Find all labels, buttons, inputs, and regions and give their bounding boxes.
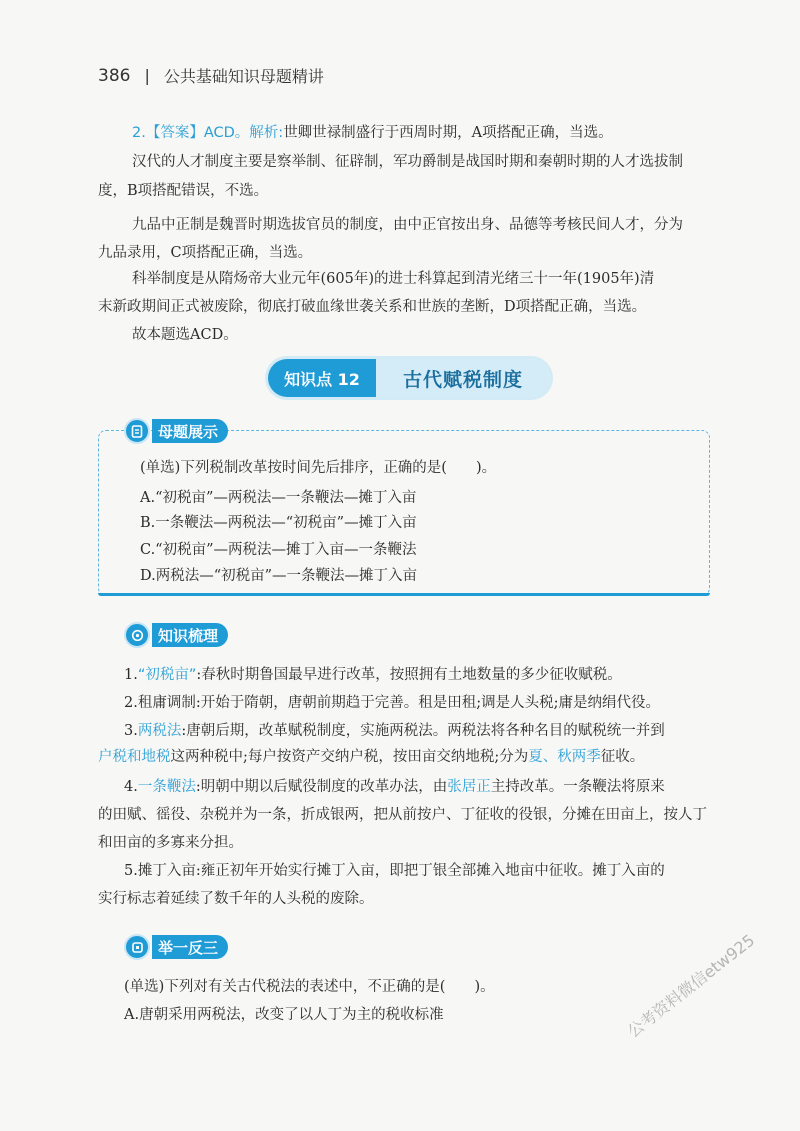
answer-para-4: 科举制度是从隋炀帝大业元年(605年)的进士科算起到清光绪三十一年(1905年)清 [132, 271, 655, 287]
knowledge-item-5: 5.摊丁入亩:雍正初年开始实行摊丁入亩，即把丁银全部摊入地亩中征收。摊丁入亩的 [124, 863, 665, 879]
topic-title: 古代赋税制度 [376, 359, 550, 397]
section-heading-question [124, 418, 228, 444]
knowledge-item-4-cont2: 和田亩的多寡来分担。 [98, 835, 243, 851]
knowledge-item-5-cont: 实行标志着延续了数千年的人头税的废除。 [98, 891, 374, 907]
knowledge-item-3-cont: 户税和地税这两种税中;每户按资产交纳户税，按田亩交纳地税;分为夏、秋两季征收。 [98, 749, 645, 765]
topic-banner [268, 359, 550, 397]
answer-para-2: 汉代的人才制度主要是察举制、征辟制，军功爵制是战国时期和秦朝时期的人才选拔制 [132, 154, 683, 170]
option-b: B.一条鞭法—两税法—“初税亩”—摊丁入亩 [140, 515, 417, 531]
answer-line-1: 2.【答案】ACD。解析:世卿世禄制盛行于西周时期，A项搭配正确，当选。 [132, 125, 613, 141]
book-icon [124, 622, 150, 648]
option-a: A.“初税亩”—两税法—一条鞭法—摊丁入亩 [140, 490, 417, 506]
watermark: 公考资料微信etw925 [623, 930, 759, 1042]
document-icon [124, 418, 150, 444]
book-title: 公共基础知识母题精讲 [163, 67, 324, 86]
practice-stem: (单选)下列对有关古代税法的表述中，不正确的是( )。 [124, 979, 495, 995]
page-number: 386 [98, 65, 131, 86]
practice-option-a: A.唐朝采用两税法，改变了以人丁为主的税收标准 [124, 1007, 444, 1023]
section-heading-knowledge [124, 622, 228, 648]
knowledge-item-3: 3.两税法:唐朝后期，改革赋税制度，实施两税法。两税法将各种名目的赋税统一并到 [124, 723, 665, 739]
section-heading-label: 母题展示 [152, 419, 228, 443]
answer-para-4b: 末新政期间正式被废除，彻底打破血缘世袭关系和世族的垄断，D项搭配正确，当选。 [98, 299, 647, 315]
answer-para-2b: 度，B项搭配错误，不选。 [98, 183, 269, 199]
pencil-icon [124, 934, 150, 960]
answer-para-3b: 九品录用，C项搭配正确，当选。 [98, 245, 313, 261]
knowledge-item-2: 2.租庸调制:开始于隋朝，唐朝前期趋于完善。租是田租;调是人头税;庸是纳绢代役。 [124, 695, 660, 711]
header-separator: | [144, 66, 150, 85]
section-heading-label: 知识梳理 [152, 623, 228, 647]
topic-number: 知识点 12 [268, 359, 376, 397]
section-heading-practice [124, 934, 228, 960]
question-stem: (单选)下列税制改革按时间先后排序，正确的是( )。 [140, 460, 497, 476]
box-bottom-rule [98, 593, 710, 596]
knowledge-item-4-cont: 的田赋、徭役、杂税并为一条，折成银两，把从前按户、丁征收的役银，分摊在田亩上，按人丁 [98, 807, 707, 823]
knowledge-item-1: 1.“初税亩”:春秋时期鲁国最早进行改革，按照拥有土地数量的多少征收赋税。 [124, 667, 622, 683]
answer-para-3: 九品中正制是魏晋时期选拔官员的制度，由中正官按出身、品德等考核民间人才，分为 [132, 217, 683, 233]
page-header [98, 64, 324, 87]
option-d: D.两税法—“初税亩”—一条鞭法—摊丁入亩 [140, 568, 418, 584]
answer-conclusion: 故本题选ACD。 [132, 327, 238, 343]
answer-label: 2.【答案】ACD。解析: [132, 125, 284, 141]
option-c: C.“初税亩”—两税法—摊丁入亩—一条鞭法 [140, 542, 417, 558]
section-heading-label: 举一反三 [152, 935, 228, 959]
knowledge-item-4: 4.一条鞭法:明朝中期以后赋役制度的改革办法，由张居正主持改革。一条鞭法将原来 [124, 779, 665, 795]
